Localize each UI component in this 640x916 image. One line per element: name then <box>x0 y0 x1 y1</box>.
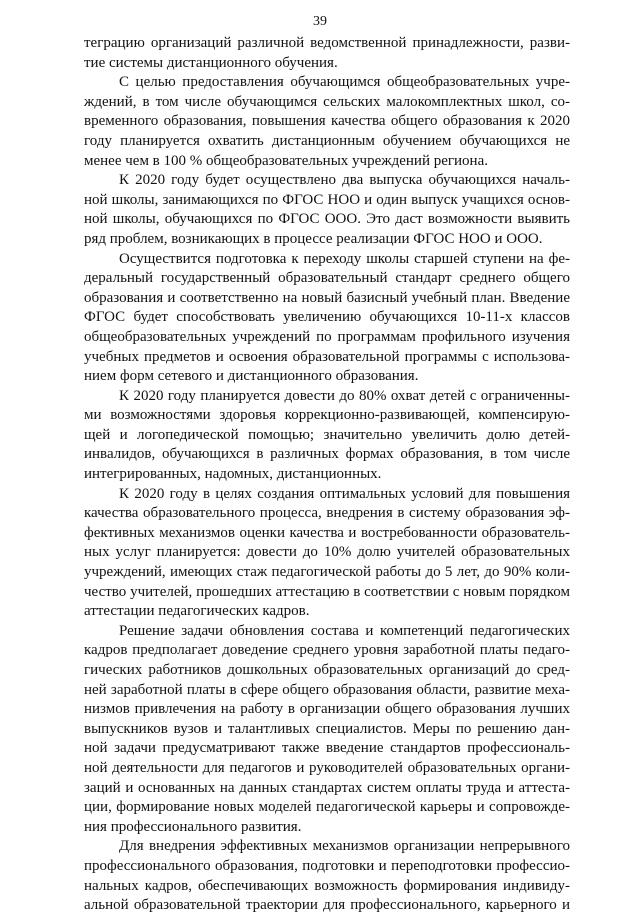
text-line: Осуществится подготовка к переходу школы старшей ступени на фе- <box>119 250 570 267</box>
text-line: низмов привлечения на работу в организации общего образования лучших <box>84 701 570 718</box>
text-line: ми возможностями здоровья коррекционно-развивающей, компенсирую- <box>84 407 570 424</box>
body-text <box>84 34 570 916</box>
text-line: учебных предметов и освоения образовательной программы с использова- <box>84 348 570 365</box>
text-line: гических работников дошкольных образовательных организаций до сред- <box>84 662 570 678</box>
text-line: ждений, в том числе обучающимся сельских малокомплектных школ, со- <box>84 93 570 110</box>
text-line: профессионального образования, подготовки и переподготовки профессио- <box>84 857 570 874</box>
text-line: ной школы, занимающихся по ФГОС НОО и один выпуск учащихся основ- <box>84 191 570 208</box>
text-line: качества образовательного процесса, внедрения в систему образования эф- <box>84 505 570 522</box>
text-line: заций и основанных на данных стандартах систем оплаты труда и аттеста- <box>84 779 570 796</box>
text-line: альной образовательной траектории для профессионального, карьерного и <box>84 897 570 914</box>
text-line: чество учителей, прошедших аттестацию в соответствии с новым порядком <box>84 583 570 600</box>
text-line: интегрированных, надомных, дистанционных. <box>84 466 382 483</box>
text-line: Для внедрения эффективных механизмов организации непрерывного <box>119 838 570 855</box>
text-line: временного образования, повышения качества общего образования к 2020 <box>84 113 570 130</box>
text-line: деральный государственный образовательный стандарт среднего общего <box>84 270 570 287</box>
text-line: выпускников вузов и талантливых специалистов. Меры по решению дан- <box>84 720 570 737</box>
text-line: году планируется охватить дистанционным обучением обучающихся не <box>84 132 570 149</box>
text-line: ния профессионального развития. <box>84 818 302 835</box>
text-line: менее чем в 100 % общеобразовательных учреждений региона. <box>84 152 488 169</box>
text-line: ных услуг планируется: довести до 10% долю учителей образовательных <box>84 544 570 561</box>
text-line: тие системы дистанционного обучения. <box>84 54 338 71</box>
text-line: К 2020 году в целях создания оптимальных условий для повышения <box>119 485 570 502</box>
text-line: щей и логопедической помощью; значительно увеличить долю детей- <box>84 426 570 443</box>
text-line: инвалидов, обучающихся в различных формах образования, в том числе <box>84 446 570 463</box>
text-line: ряд проблем, возникающих в процессе реализации ФГОС НОО и ООО. <box>84 230 543 247</box>
text-line: кадров предполагает доведение среднего уровня заработной платы педаго- <box>84 642 570 659</box>
text-line: ной задачи предусматривают также введение стандартов профессиональ- <box>84 740 570 757</box>
text-line: ной деятельности для педагогов и руководителей образовательных органи- <box>84 759 570 776</box>
text-line: общеобразовательных учреждений по программам профильного изучения <box>84 328 570 345</box>
text-line: Решение задачи обновления состава и компетенций педагогических <box>119 622 570 639</box>
text-line: аттестации педагогических кадров. <box>84 603 310 620</box>
text-line: нальных кадров, обеспечивающих возможность формирования индивиду- <box>84 877 570 894</box>
text-line: К 2020 году будет осуществлено два выпуска обучающихся началь- <box>119 172 570 189</box>
page-number: 39 <box>313 14 327 29</box>
text-line: С целью предоставления обучающимся общеобразовательных учре- <box>119 74 570 91</box>
text-line: учреждений, имеющих стаж педагогической работы до 5 лет, до 90% коли- <box>84 564 570 581</box>
text-line: образования и соответственно на новый базисный учебный план. Введение <box>84 289 570 306</box>
text-line: ФГОС будет способствовать увеличению обучающихся 10-11-х классов <box>84 309 570 326</box>
text-line: ции, формирование новых моделей педагогической карьеры и сопровожде- <box>84 799 570 816</box>
text-line: теграцию организаций различной ведомственной принадлежности, разви- <box>84 35 570 51</box>
text-line: ной школы, обучающихся по ФГОС ООО. Это даст возможности выявить <box>84 211 570 228</box>
text-line: ней заработной платы в сфере общего образования области, развитие меха- <box>84 681 570 698</box>
text-line: К 2020 году планируется довести до 80% охват детей с ограниченны- <box>119 387 570 404</box>
text-line: фективных механизмов оценки качества и востребованности образователь- <box>84 524 570 541</box>
text-line: нием форм сетевого и дистанционного образования. <box>84 368 419 385</box>
